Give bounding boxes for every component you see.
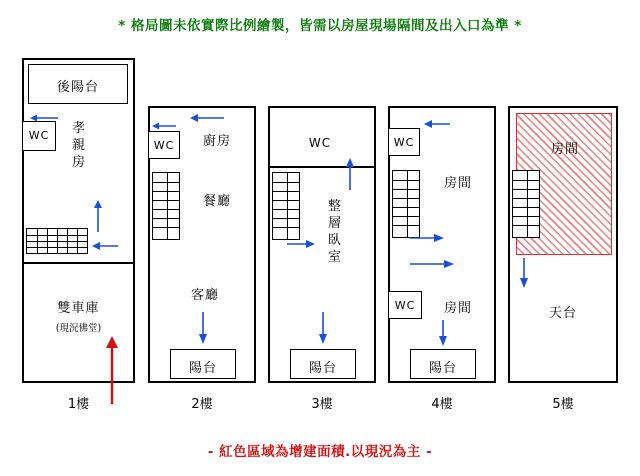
- arrow-3-up: [344, 158, 356, 192]
- floor-label-5: 5樓: [552, 397, 574, 412]
- room-1-wc-label: WC: [28, 129, 50, 142]
- floor-label-1: 1樓: [67, 397, 90, 412]
- room-2-wc-label: WC: [153, 139, 175, 152]
- room-5-terrace-label: 天台: [548, 306, 577, 321]
- room-1-parent-room-label: 孝 親 房: [71, 121, 86, 170]
- arrow-2-kitchen: [190, 112, 226, 124]
- room-1-rear-balcony-label: 後陽台: [56, 80, 99, 95]
- room-5-bedroom-label: 房間: [550, 142, 579, 157]
- arrow-2-balcony: [197, 312, 209, 344]
- room-4-bedroom-2-label: 房間: [443, 301, 472, 316]
- room-4-wc-bottom-label: WC: [394, 299, 416, 312]
- floor-label-2: 2樓: [191, 397, 213, 412]
- arrow-1-wc: [30, 112, 60, 124]
- arrow-1-up: [92, 200, 104, 234]
- stair-3: [272, 172, 300, 240]
- floor-1-divider: [22, 262, 135, 264]
- room-3-master-bedroom-label: 整 層 臥 室: [327, 199, 342, 265]
- stair-4: [392, 170, 420, 238]
- floor-3-wc-divider: [268, 166, 376, 168]
- room-4-balcony-label: 陽台: [428, 361, 457, 376]
- room-1-garage-note: (現況佛堂): [55, 323, 102, 334]
- floor-label-3: 3樓: [311, 397, 333, 412]
- arrow-4-wc-top: [424, 118, 452, 130]
- room-1-garage-label: 雙車庫: [57, 301, 100, 316]
- room-2-kitchen-label: 廚房: [202, 134, 231, 149]
- arrow-3-balcony: [317, 312, 329, 344]
- arrow-5-terrace: [518, 258, 530, 288]
- room-4-bedroom-1-label: 房間: [443, 176, 472, 191]
- arrow-4-room-1: [408, 232, 444, 244]
- room-2-balcony-label: 陽台: [188, 361, 217, 376]
- header-note: * 格局圖未依實際比例繪製，皆需以房屋現場隔間及出入口為準 *: [118, 18, 522, 34]
- floor-label-4: 4樓: [431, 397, 453, 412]
- stair-5: [512, 170, 540, 238]
- room-2-dining-label: 餐廳: [202, 194, 231, 209]
- arrow-1-stair: [92, 240, 120, 252]
- floor-plan-1: [22, 58, 135, 383]
- arrow-3-stair: [285, 238, 315, 250]
- arrow-4-room-2: [408, 258, 454, 270]
- arrow-4-balcony: [437, 320, 449, 346]
- room-3-wc-label: WC: [308, 136, 332, 150]
- stair-2: [152, 172, 180, 240]
- stair-1: [26, 228, 88, 254]
- room-3-balcony-label: 陽台: [308, 361, 337, 376]
- room-2-living-label: 客廳: [190, 288, 219, 303]
- footer-note: - 紅色區域為增建面積.以現況為主 -: [207, 444, 433, 460]
- arrow-2-wc: [152, 120, 178, 132]
- room-4-wc-top-label: WC: [393, 136, 415, 149]
